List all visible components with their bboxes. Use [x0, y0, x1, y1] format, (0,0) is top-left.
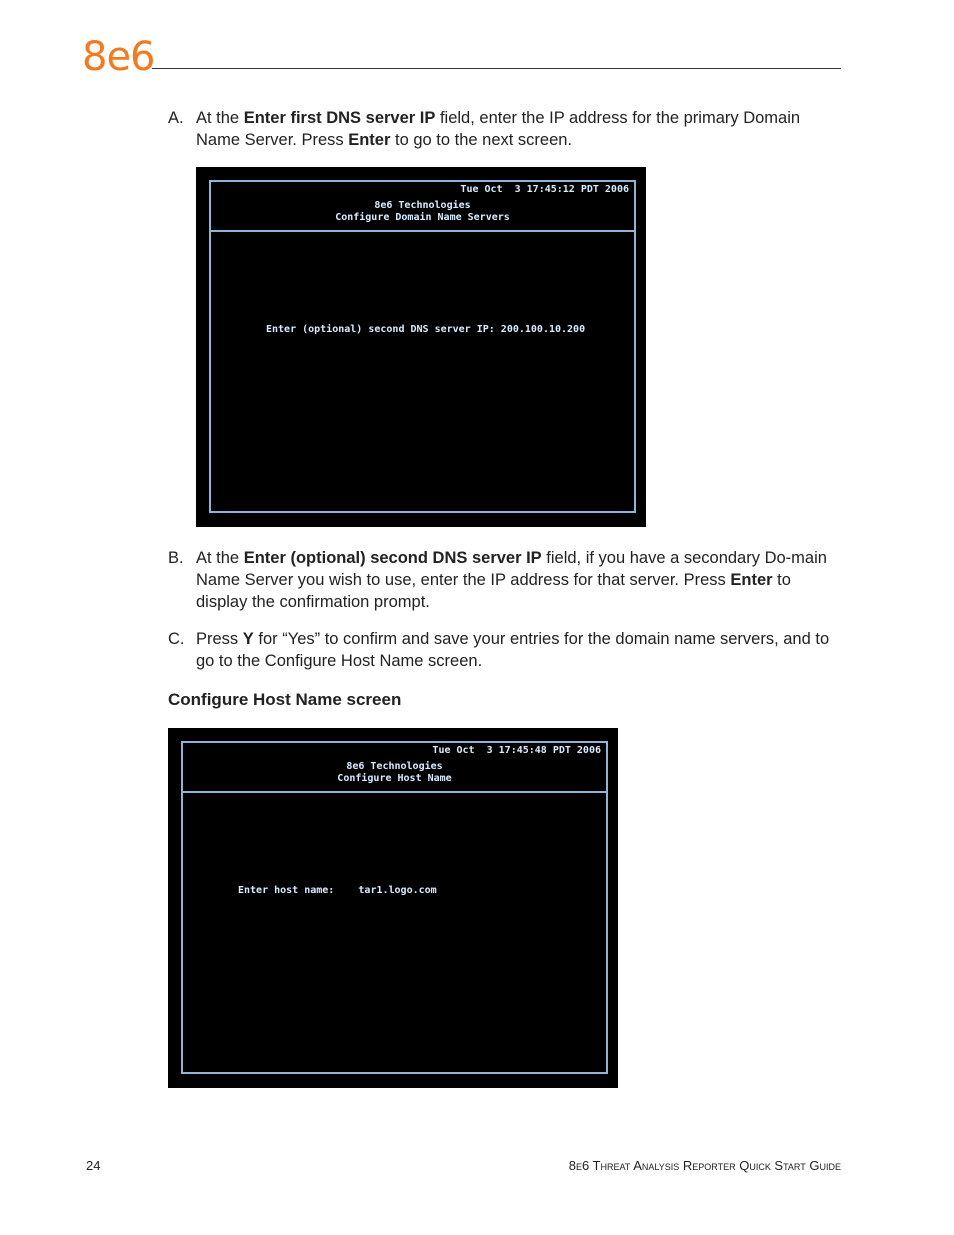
step-b-text-3: to display the confirmation prompt. — [196, 571, 791, 611]
step-a-bold-key: Enter — [348, 131, 391, 149]
step-c-bold-key: Y — [242, 630, 254, 648]
terminal-title: Configure Domain Name Servers — [335, 212, 510, 223]
step-a — [168, 107, 843, 151]
step-a-text-2: field, enter the IP address for the primary Domain Name Server. Press — [196, 109, 801, 149]
step-a-text-1: At the — [196, 109, 244, 127]
terminal-datetime: Tue Oct 3 17:45:48 PDT 2006 — [432, 745, 601, 756]
step-c — [168, 628, 843, 672]
8e6-logo: 8e6 — [82, 34, 155, 80]
footer-doc-title: 8e6 Threat Analysis Reporter Quick Start Guide — [568, 1158, 841, 1173]
step-b-letter: B. — [168, 549, 184, 567]
section-heading: Configure Host Name screen — [168, 690, 402, 709]
terminal-prompt: Enter (optional) second DNS server IP: 200.100.10.200 — [266, 324, 586, 335]
step-b-text — [196, 547, 843, 613]
step-b — [168, 547, 843, 613]
step-a-bold-field: Enter first DNS server IP — [243, 109, 436, 127]
dns-config-screen — [196, 167, 646, 527]
terminal-header — [183, 743, 606, 793]
terminal-frame — [209, 180, 636, 513]
host-name-screen — [168, 728, 618, 1088]
step-c-text-1: Press — [196, 630, 243, 648]
terminal-frame — [181, 741, 608, 1074]
step-b-bold-key: Enter — [730, 571, 773, 589]
terminal-prompt: Enter host name: tar1.logo.com — [238, 885, 437, 896]
header-rule — [152, 68, 841, 69]
step-b-text-1: At the — [196, 549, 244, 567]
step-c-text — [196, 628, 843, 672]
step-b-text-2: field, if you have a secondary Do-main Name Server you wish to use, enter the IP address for that server. Press — [196, 549, 827, 589]
terminal-datetime: Tue Oct 3 17:45:12 PDT 2006 — [460, 184, 629, 195]
step-a-text — [196, 107, 843, 151]
step-a-text-3: to go to the next screen. — [390, 131, 573, 149]
terminal-header — [211, 182, 634, 232]
step-a-letter: A. — [168, 109, 184, 127]
page-number: 24 — [86, 1158, 101, 1173]
terminal-title: Configure Host Name — [337, 773, 452, 784]
terminal-company: 8e6 Technologies — [374, 200, 471, 211]
terminal-company: 8e6 Technologies — [346, 761, 443, 772]
step-b-bold-field: Enter (optional) second DNS server IP — [243, 549, 542, 567]
step-c-letter: C. — [168, 630, 185, 648]
step-c-text-2: for “Yes” to confirm and save your entries for the domain name servers, and to go to the Configure Host Name screen. — [196, 630, 830, 670]
